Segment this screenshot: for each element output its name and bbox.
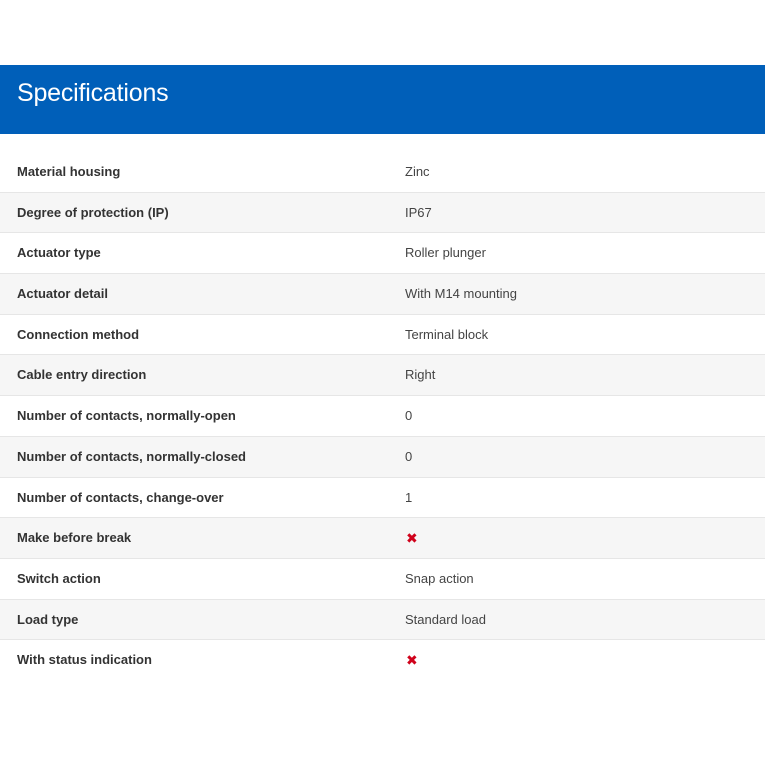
row-value: 0	[405, 448, 413, 464]
row-value: With M14 mounting	[405, 286, 517, 302]
cross-icon: ✖	[406, 530, 418, 547]
table-row	[0, 600, 765, 641]
table-row	[0, 355, 765, 396]
table-row	[0, 518, 765, 559]
row-value: Standard load	[405, 611, 486, 627]
row-label: Make before break	[17, 530, 132, 546]
table-row	[0, 315, 765, 356]
cross-icon: ✖	[406, 652, 418, 669]
table-row	[0, 193, 765, 234]
row-value: Terminal block	[405, 326, 489, 342]
row-value	[405, 640, 418, 681]
row-label: Number of contacts, normally-open	[17, 408, 236, 424]
row-value: Right	[405, 367, 436, 383]
table-row	[0, 478, 765, 519]
row-label: Number of contacts, change-over	[17, 489, 224, 505]
specifications-header	[0, 65, 765, 134]
row-label: Actuator detail	[17, 286, 109, 302]
row-label: Material housing	[17, 164, 121, 179]
row-value: 0	[405, 408, 413, 424]
row-value: Snap action	[405, 570, 474, 586]
row-label: Load type	[17, 611, 79, 627]
table-row	[0, 437, 765, 478]
table-row	[0, 559, 765, 600]
row-value: Zinc	[405, 164, 430, 179]
specifications-table	[0, 152, 765, 681]
table-row	[0, 274, 765, 315]
row-label: Degree of protection (IP)	[17, 204, 169, 220]
row-value	[405, 518, 418, 559]
table-row	[0, 152, 765, 193]
table-row	[0, 640, 765, 681]
row-label: Actuator type	[17, 245, 101, 261]
table-row	[0, 233, 765, 274]
row-label: With status indication	[17, 652, 152, 668]
page-title: Specifications	[17, 79, 169, 107]
row-label: Cable entry direction	[17, 367, 147, 383]
row-label: Number of contacts, normally-closed	[17, 448, 246, 464]
row-value: 1	[405, 489, 413, 505]
row-label: Connection method	[17, 326, 140, 342]
row-value: Roller plunger	[405, 245, 486, 261]
row-value: IP67	[405, 204, 432, 220]
row-label: Switch action	[17, 570, 101, 586]
table-row	[0, 396, 765, 437]
